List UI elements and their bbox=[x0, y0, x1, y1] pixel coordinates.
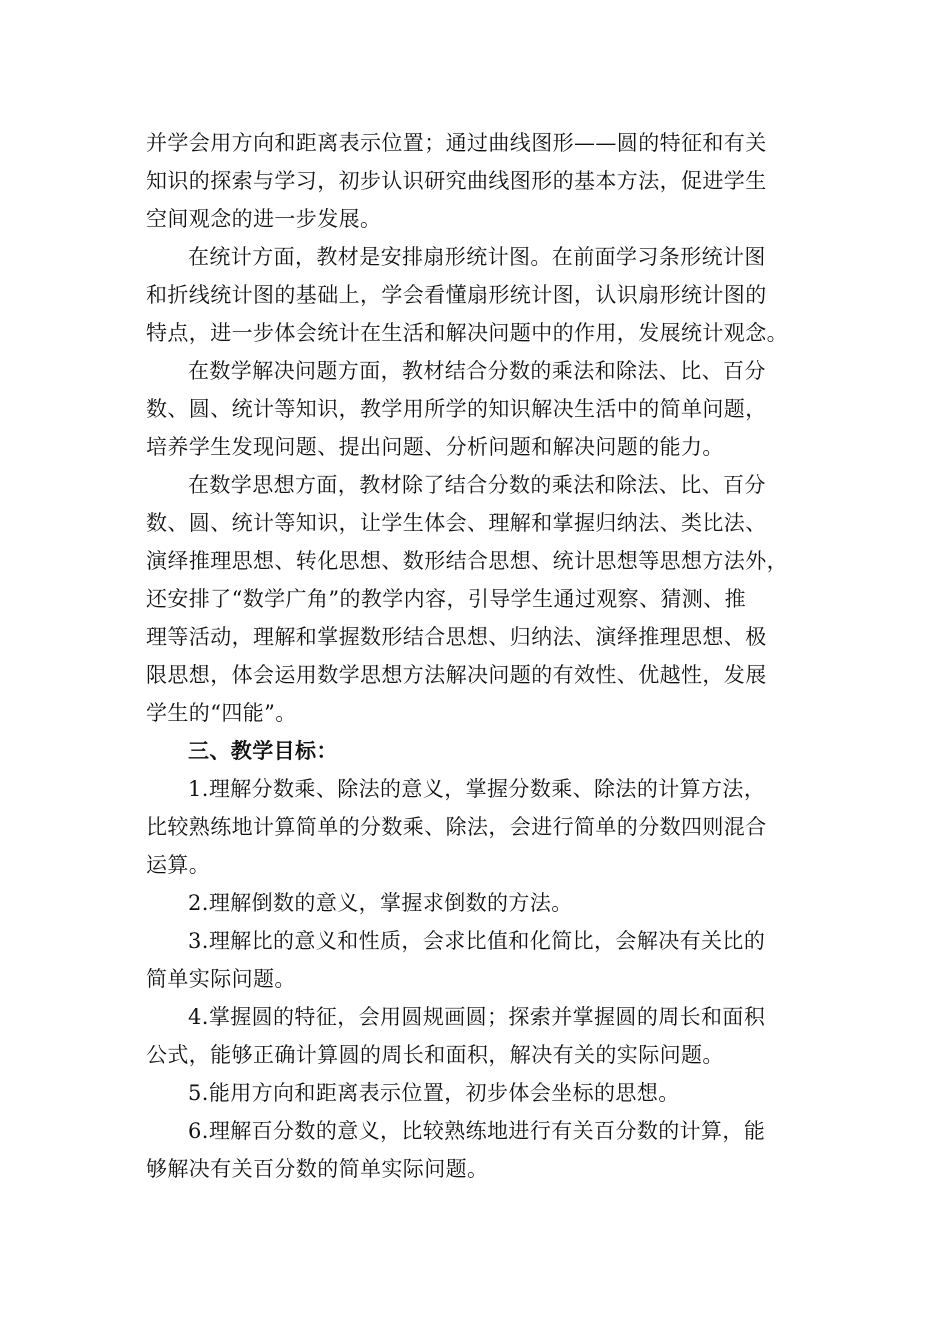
text-line: 和折线统计图的基础上，学会看懂扇形统计图，认识扇形统计图的 bbox=[146, 283, 767, 307]
text-line: 公式，能够正确计算圆的周长和面积，解决有关的实际问题。 bbox=[146, 1043, 724, 1067]
text-line: 并学会用方向和距离表示位置；通过曲线图形——圆的特征和有关 bbox=[146, 131, 767, 155]
text-line: 数、圆、统计等知识，让学生体会、理解和掌握归纳法、类比法、 bbox=[146, 511, 767, 535]
text-line: 空间观念的进一步发展。 bbox=[146, 207, 382, 231]
text-line: 限思想，体会运用数学思想方法解决问题的有效性、优越性，发展 bbox=[146, 663, 767, 687]
text-line: 还安排了“数学广角”的教学内容，引导学生通过观察、猜测、推 bbox=[146, 587, 747, 611]
text-line: 简单实际问题。 bbox=[146, 967, 296, 991]
text-line: 特点，进一步体会统计在生活和解决问题中的作用，发展统计观念。 bbox=[146, 321, 788, 345]
document-page bbox=[146, 124, 806, 1188]
paragraph-goal-6 bbox=[146, 1112, 806, 1188]
paragraph-goal-5 bbox=[146, 1074, 806, 1112]
paragraph-goal-3 bbox=[146, 922, 806, 998]
paragraph-goal-1 bbox=[146, 770, 806, 884]
text-line: 6.理解百分数的意义，比较熟练地进行有关百分数的计算，能 bbox=[188, 1119, 766, 1143]
text-line: 1.理解分数乘、除法的意义，掌握分数乘、除法的计算方法， bbox=[188, 777, 766, 801]
text-line: 比较熟练地计算简单的分数乘、除法，会进行简单的分数四则混合 bbox=[146, 815, 767, 839]
text-line: 演绎推理思想、转化思想、数形结合思想、统计思想等思想方法外， bbox=[146, 549, 788, 573]
text-line: 2.理解倒数的意义，掌握求倒数的方法。 bbox=[188, 891, 573, 915]
paragraph-statistics bbox=[146, 238, 806, 352]
text-line: 在统计方面，教材是安排扇形统计图。在前面学习条形统计图 bbox=[188, 245, 766, 269]
text-line: 5.能用方向和距离表示位置，初步体会坐标的思想。 bbox=[188, 1081, 680, 1105]
text-line: 知识的探索与学习，初步认识研究曲线图形的基本方法，促进学生 bbox=[146, 169, 767, 193]
text-line: 够解决有关百分数的简单实际问题。 bbox=[146, 1157, 489, 1181]
text-line: 在数学思想方面，教材除了结合分数的乘法和除法、比、百分 bbox=[188, 473, 766, 497]
paragraph-goal-4 bbox=[146, 998, 806, 1074]
paragraph-geometry-cont bbox=[146, 124, 806, 238]
text-line: 学生的“四能”。 bbox=[146, 701, 297, 725]
paragraph-math-thinking bbox=[146, 466, 806, 732]
text-line: 3.理解比的意义和性质，会求比值和化简比，会解决有关比的 bbox=[188, 929, 766, 953]
text-line: 在数学解决问题方面，教材结合分数的乘法和除法、比、百分 bbox=[188, 359, 766, 383]
text-line: 理等活动，理解和掌握数形结合思想、归纳法、演绎推理思想、极 bbox=[146, 625, 767, 649]
text-line: 4.掌握圆的特征，会用圆规画圆；探索并掌握圆的周长和面积 bbox=[188, 1005, 766, 1029]
paragraph-section-heading bbox=[146, 732, 806, 770]
paragraph-problem-solving bbox=[146, 352, 806, 466]
section-heading: 三、教学目标： bbox=[188, 738, 338, 763]
text-line: 培养学生发现问题、提出问题、分析问题和解决问题的能力。 bbox=[146, 435, 724, 459]
text-line: 运算。 bbox=[146, 853, 211, 877]
paragraph-goal-2 bbox=[146, 884, 806, 922]
text-line: 数、圆、统计等知识，教学用所学的知识解决生活中的简单问题， bbox=[146, 397, 767, 421]
